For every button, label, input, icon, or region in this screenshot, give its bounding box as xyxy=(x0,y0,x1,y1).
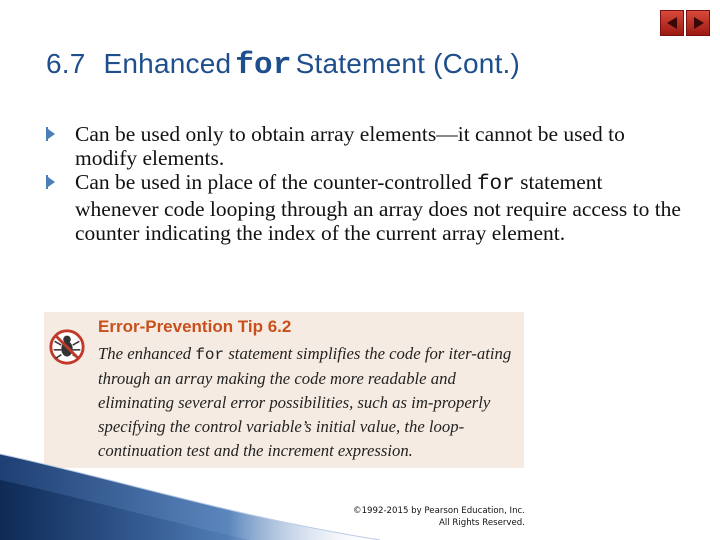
previous-slide-button[interactable] xyxy=(660,10,684,36)
bullet-item xyxy=(46,170,686,245)
bullet-text-post: statement whenever code looping through an array does not require access to the counter indicating the index of the current array element. xyxy=(75,170,681,245)
title-code-keyword: for xyxy=(235,48,292,83)
tip-text-post: statement simplifies the code for iter-ating through an array making the code more readable and eliminating several error possibilities, such as im-properly specifying the control variable’s initial value, the loop-continuation test and the increment expression. xyxy=(98,344,512,460)
copyright-notice xyxy=(330,505,525,529)
no-bug-icon xyxy=(48,328,86,366)
bullet-text: Can be used only to obtain array elements—it cannot be used to modify elements. xyxy=(75,122,625,170)
bullet-arrow-icon xyxy=(46,175,58,189)
tip-code-keyword: for xyxy=(195,346,225,364)
tip-text-pre: The enhanced xyxy=(98,344,196,363)
copyright-line-1: ©1992-2015 by Pearson Education, Inc. xyxy=(352,506,525,516)
title-text-pre: Enhanced xyxy=(103,48,232,79)
copyright-line-2: All Rights Reserved. xyxy=(439,518,525,528)
bullet-item xyxy=(46,122,686,170)
bullet-code-keyword: for xyxy=(476,173,515,196)
bullet-arrow-icon xyxy=(46,127,58,141)
tip-heading: Error-Prevention Tip 6.2 xyxy=(98,317,292,336)
slide-navigation xyxy=(660,10,710,36)
bullet-text-pre: Can be used in place of the counter-controlled xyxy=(75,170,477,194)
section-number: 6.7 xyxy=(46,48,86,79)
slide-title xyxy=(46,48,520,83)
next-slide-button[interactable] xyxy=(686,10,710,36)
title-text-post: Statement (Cont.) xyxy=(295,48,521,79)
bullet-list xyxy=(46,122,686,245)
